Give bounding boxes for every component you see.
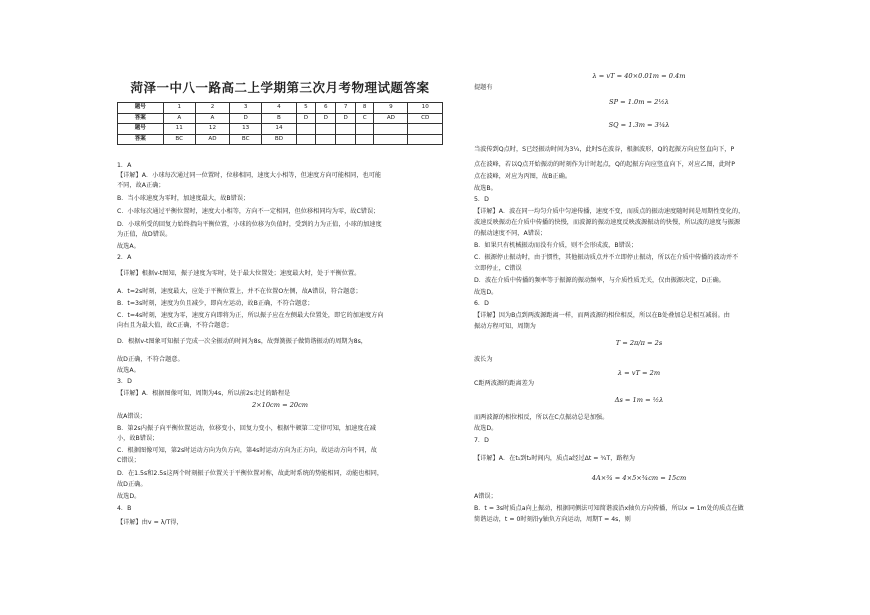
- answer-line: 故选D。: [117, 493, 141, 500]
- formula: SP = 1.0m = 2½λ: [609, 98, 669, 106]
- table-cell: BC: [163, 134, 195, 145]
- table-cell: [356, 124, 374, 135]
- table-cell: BC: [230, 134, 262, 145]
- table-row: [118, 103, 443, 114]
- answer-line: C．根据图像可知，第2s时运动方向为负方向，第4s时运动方向为正方向，故运动方向不同，故: [117, 447, 377, 454]
- table-cell: [316, 134, 336, 145]
- table-cell: C: [356, 113, 374, 124]
- table-cell: 13: [230, 124, 262, 135]
- table-row: [118, 134, 443, 145]
- answer-line: B．t = 3s时质点a向上振动，根据同侧法可知简谐波沿x轴负方向传播，所以x = 1m处的质点在做: [474, 505, 744, 512]
- answer-line: 【详解】A．小球每次通过同一位置时，位移相同，速度大小相等，但速度方向可能相同，也可能: [117, 172, 382, 179]
- answer-line: 故D正确。: [117, 481, 147, 488]
- answer-line: 点在波峰，若以Q点开始振动的时刻作为计时起点，Q的起振方向应竖直向下，对应乙图，此时P: [474, 161, 735, 168]
- table-cell: [374, 124, 408, 135]
- answer-line: 故选A。: [117, 367, 140, 374]
- answer-line: 故A错误；: [117, 413, 146, 420]
- formula: 4A×¾ = 4×5×¾cm = 15cm: [591, 474, 687, 482]
- answer-line: 故选D。: [474, 425, 498, 432]
- table-cell: AD: [195, 134, 229, 145]
- table-cell: [408, 134, 443, 145]
- answer-line: B．如果只有机械振动而没有介质，则不会形成波，B错误；: [474, 242, 638, 249]
- question-number: 3．D: [117, 378, 132, 385]
- formula: λ = vT = 2m: [617, 369, 661, 377]
- question-number: 5．D: [474, 196, 489, 203]
- formula: 2×10cm = 20cm: [251, 401, 309, 409]
- table-cell: 答案: [118, 134, 164, 145]
- table-cell: 10: [408, 103, 443, 114]
- answer-line: 故选A。: [117, 243, 140, 250]
- question-number: 4．B: [117, 505, 132, 512]
- table-cell: [336, 124, 356, 135]
- table-cell: [316, 124, 336, 135]
- answer-line: 【详解】由v = λ/T得，: [117, 519, 183, 526]
- table-cell: [408, 124, 443, 135]
- answer-line: C错误；: [117, 457, 140, 464]
- answer-line: 【详解】A．在t₁到t₂时间内，质点a经过Δt = ¾T，路程为: [474, 455, 635, 462]
- question-number: 2．A: [117, 254, 132, 261]
- answer-table: [117, 102, 443, 145]
- table-cell: 4: [262, 103, 296, 114]
- table-cell: [336, 134, 356, 145]
- table-cell: 8: [356, 103, 374, 114]
- answer-line: D．根据v-t图象可知振子完成一次全振动的时间为8s，故弹簧振子做简谐振动的周期为8s，: [117, 338, 367, 345]
- table-cell: D: [316, 113, 336, 124]
- answer-line: 立即停止，C错误: [474, 265, 522, 272]
- answer-line: 为正值，故D错误。: [117, 231, 172, 238]
- answer-line: C．小球每次通过平衡位置时，速度大小相等，方向不一定相同，但位移相同均为零，故C错误；: [117, 208, 380, 215]
- answer-line: D．在1.5s和2.5s这两个时刻振子位置关于平衡位置对称，故此时系统的势能相同，动能也相同，: [117, 470, 384, 477]
- table-cell: [356, 134, 374, 145]
- table-cell: 12: [195, 124, 229, 135]
- table-cell: D: [336, 113, 356, 124]
- table-cell: 3: [230, 103, 262, 114]
- table-cell: 5: [296, 103, 316, 114]
- answer-line: 故选B。: [474, 185, 497, 192]
- answer-line: B．当小球速度为零时，加速度最大，故B错误；: [117, 195, 250, 202]
- question-number: 7．D: [474, 437, 489, 444]
- answer-line: A错误；: [474, 493, 497, 500]
- answer-line: C．t=4s时刻，速度为零，速度方向即将为正，所以振子应在左侧最大位置处，即它的加速度方向: [117, 312, 384, 319]
- table-cell: AD: [374, 113, 408, 124]
- answer-line: 【详解】因为B点到两波源距离一样，而两波源的相位相反，所以在B处叠加总是相互减弱。由: [474, 312, 730, 319]
- page-title: 菏泽一中八一路高二上学期第三次月考物理试题答案: [130, 80, 430, 95]
- answer-line: 小，故B错误；: [117, 435, 159, 442]
- table-cell: 14: [262, 124, 296, 135]
- answer-line: 而两波源的相位相反，所以在C点振动总是加强。: [474, 414, 609, 421]
- formula: Δs = 1m = ½λ: [614, 396, 664, 404]
- table-cell: [374, 134, 408, 145]
- answer-line: 故选D。: [474, 289, 498, 296]
- table-cell: [296, 134, 316, 145]
- formula: T = 2π/π = 2s: [615, 339, 663, 347]
- table-row: [118, 124, 443, 135]
- answer-line: 故D正确，不符合题意。: [117, 356, 184, 363]
- answer-line: 振动方程可知，周期为: [474, 323, 536, 330]
- table-cell: CD: [408, 113, 443, 124]
- answer-line: 【详解】根据v-t图知，振子速度为零时，处于最大位置处；速度最大时，处于平衡位置。: [117, 270, 361, 277]
- formula: SQ = 1.3m = 3¼λ: [608, 121, 670, 129]
- answer-line: 【详解】A．根据图像可知，周期为4s，所以前2s走过的路程是: [117, 390, 291, 397]
- answer-line: 的振动速度不同，A错误；: [474, 230, 547, 237]
- answer-line: 当波传到Q点时，S已经振动时间为3¼，此时S在波谷，根据波形，Q的起振方向应竖直向下，P: [474, 146, 735, 153]
- table-cell: [296, 124, 316, 135]
- table-cell: 7: [336, 103, 356, 114]
- table-cell: D: [230, 113, 262, 124]
- question-number: 6．D: [474, 300, 489, 307]
- table-cell: A: [163, 113, 195, 124]
- table-cell: A: [195, 113, 229, 124]
- table-cell: 2: [195, 103, 229, 114]
- question-number: 1．A: [117, 162, 132, 169]
- answer-line: 提题有: [474, 84, 493, 91]
- answer-line: A．t=2s时刻，速度最大，应处于平衡位置上，并不在位置O左侧，故A错误，符合题意；: [117, 288, 362, 295]
- answer-line: 简谐运动，t = 0时刻沿y轴负方向运动，周期T = 4s，则: [474, 516, 631, 523]
- table-row: [118, 113, 443, 124]
- table-cell: 1: [163, 103, 195, 114]
- table-cell: 6: [316, 103, 336, 114]
- table-cell: D: [296, 113, 316, 124]
- answer-line: 【详解】A．波在同一均匀介质中匀速传播，速度不变，而质点的振动速度随时间是周期性变化的，: [474, 208, 745, 215]
- table-cell: BD: [262, 134, 296, 145]
- table-cell: 题号: [118, 124, 164, 135]
- answer-line: D．小球所受的回复力始终指向平衡位置，小球的位移为负值时，受到的力为正值，小球的加速度: [117, 221, 382, 228]
- answer-line: D．波在介质中传播的频率等于振源的振动频率，与介质性质无关，仅由振源决定，D正确。: [474, 277, 725, 284]
- answer-line: 点在波峰，对应为丙图，故B正确。: [474, 173, 572, 180]
- table-cell: 9: [374, 103, 408, 114]
- answer-line: 波速反映振动在介质中传播的快慢，而波源的振动速度反映波源振动的快慢，所以波的速度与振源: [474, 219, 741, 226]
- answer-line: C．振源停止振动时，由于惯性，其他振动质点并不立即停止振动，所以在介质中传播的波动并不: [474, 254, 739, 261]
- answer-line: 不同，故A正确；: [117, 182, 165, 189]
- answer-line: C距两波源的距离差为: [474, 380, 535, 387]
- table-cell: B: [262, 113, 296, 124]
- table-cell: 11: [163, 124, 195, 135]
- answer-line: B．第2s内振子向平衡位置运动，位移变小，回复力变小，根据牛顿第二定律可知，加速度在减: [117, 425, 376, 432]
- table-cell: 题号: [118, 103, 164, 114]
- table-cell: 答案: [118, 113, 164, 124]
- formula: λ = vT = 40×0.01m = 0.4m: [592, 72, 686, 80]
- answer-line: B．t=3s时刻，速度为负且减少，即向左运动，故B正确，不符合题意；: [117, 300, 314, 307]
- answer-line: 向右且为最大值，故C正确，不符合题意；: [117, 322, 233, 329]
- answer-line: 波长为: [474, 356, 493, 363]
